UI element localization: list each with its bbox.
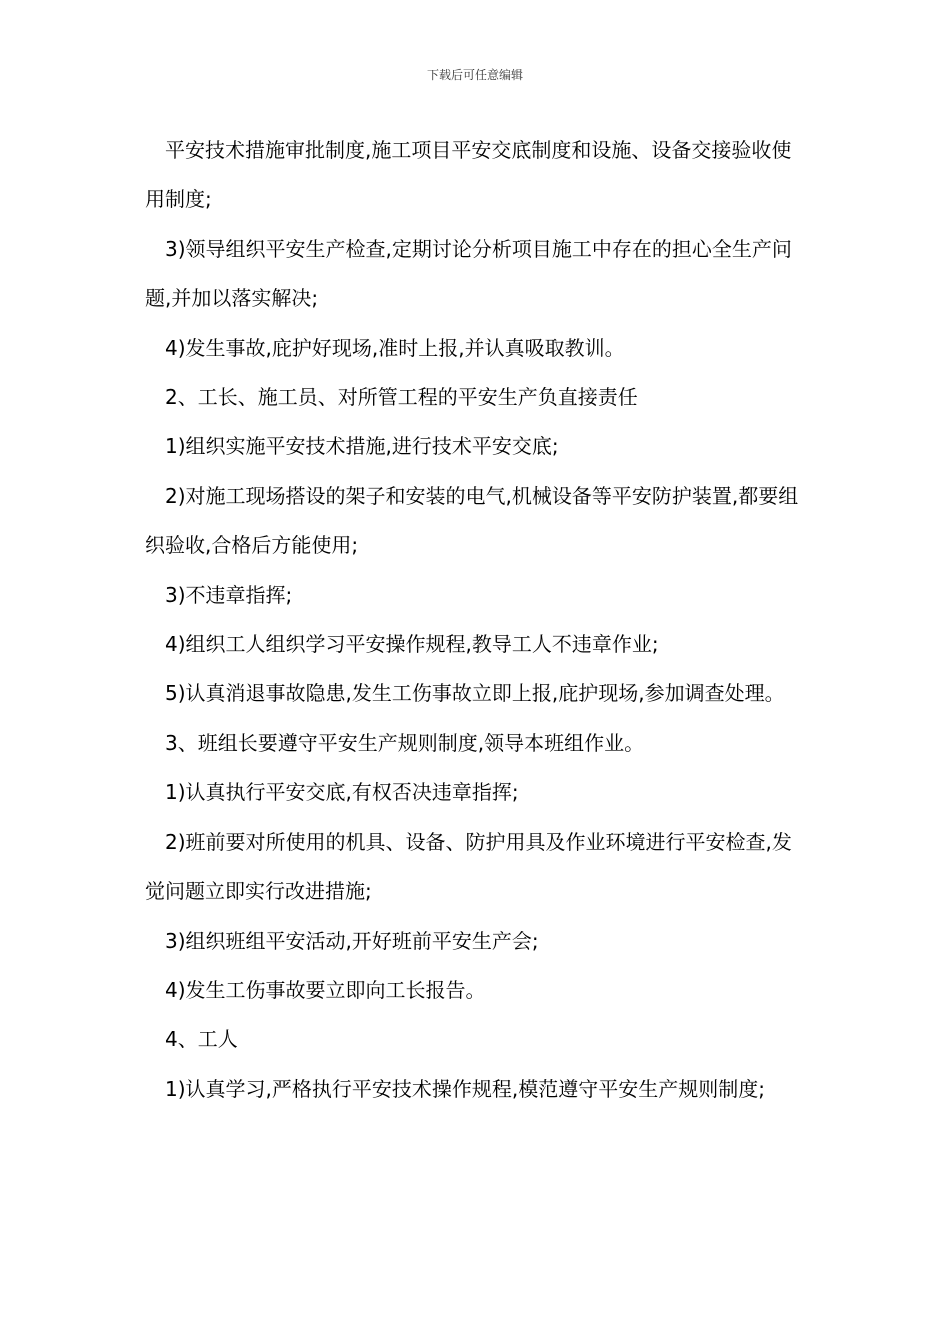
document-body [145, 126, 810, 1114]
paragraph: 平安技术措施审批制度,施工项目平安交底制度和设施、设备交接验收使用制度; [145, 138, 792, 212]
paragraph: 4)组织工人组织学习平安操作规程,教导工人不违章作业; [165, 632, 659, 657]
paragraph: 4)发生工伤事故要立即向工长报告。 [165, 977, 486, 1002]
paragraph: 4)发生事故,庇护好现场,准时上报,并认真吸取教训。 [165, 335, 625, 360]
paragraph: 3)组织班组平安活动,开好班前平安生产会; [165, 928, 539, 953]
paragraph: 2)对施工现场搭设的架子和安装的电气,机械设备等平安防护装置,都要组织验收,合格后方能使用; [145, 483, 799, 558]
paragraph: 3、班组长要遵守平安生产规则制度,领导本班组作业。 [165, 730, 645, 755]
paragraph: 1)组织实施平安技术措施,进行技术平安交底; [165, 434, 559, 459]
paragraph: 2、工长、施工员、对所管工程的平安生产负直接责任 [165, 385, 638, 410]
paragraph: 1)认真执行平安交底,有权否决违章指挥; [165, 780, 519, 805]
paragraph: 3)不违章指挥; [165, 582, 293, 607]
paragraph: 4、工人 [165, 1027, 238, 1052]
paragraph: 3)领导组织平安生产检查,定期讨论分析项目施工中存在的担心全生产问题,并加以落实解决; [145, 236, 792, 311]
paragraph: 5)认真消退事故隐患,发生工伤事故立即上报,庇护现场,参加调查处理。 [165, 681, 785, 706]
paragraph: 1)认真学习,严格执行平安技术操作规程,模范遵守平安生产规则制度; [165, 1076, 765, 1101]
paragraph: 2)班前要对所使用的机具、设备、防护用具及作业环境进行平安检查,发觉问题立即实行改进措施; [145, 829, 792, 904]
page-header: 下载后可任意编辑 [426, 68, 523, 82]
